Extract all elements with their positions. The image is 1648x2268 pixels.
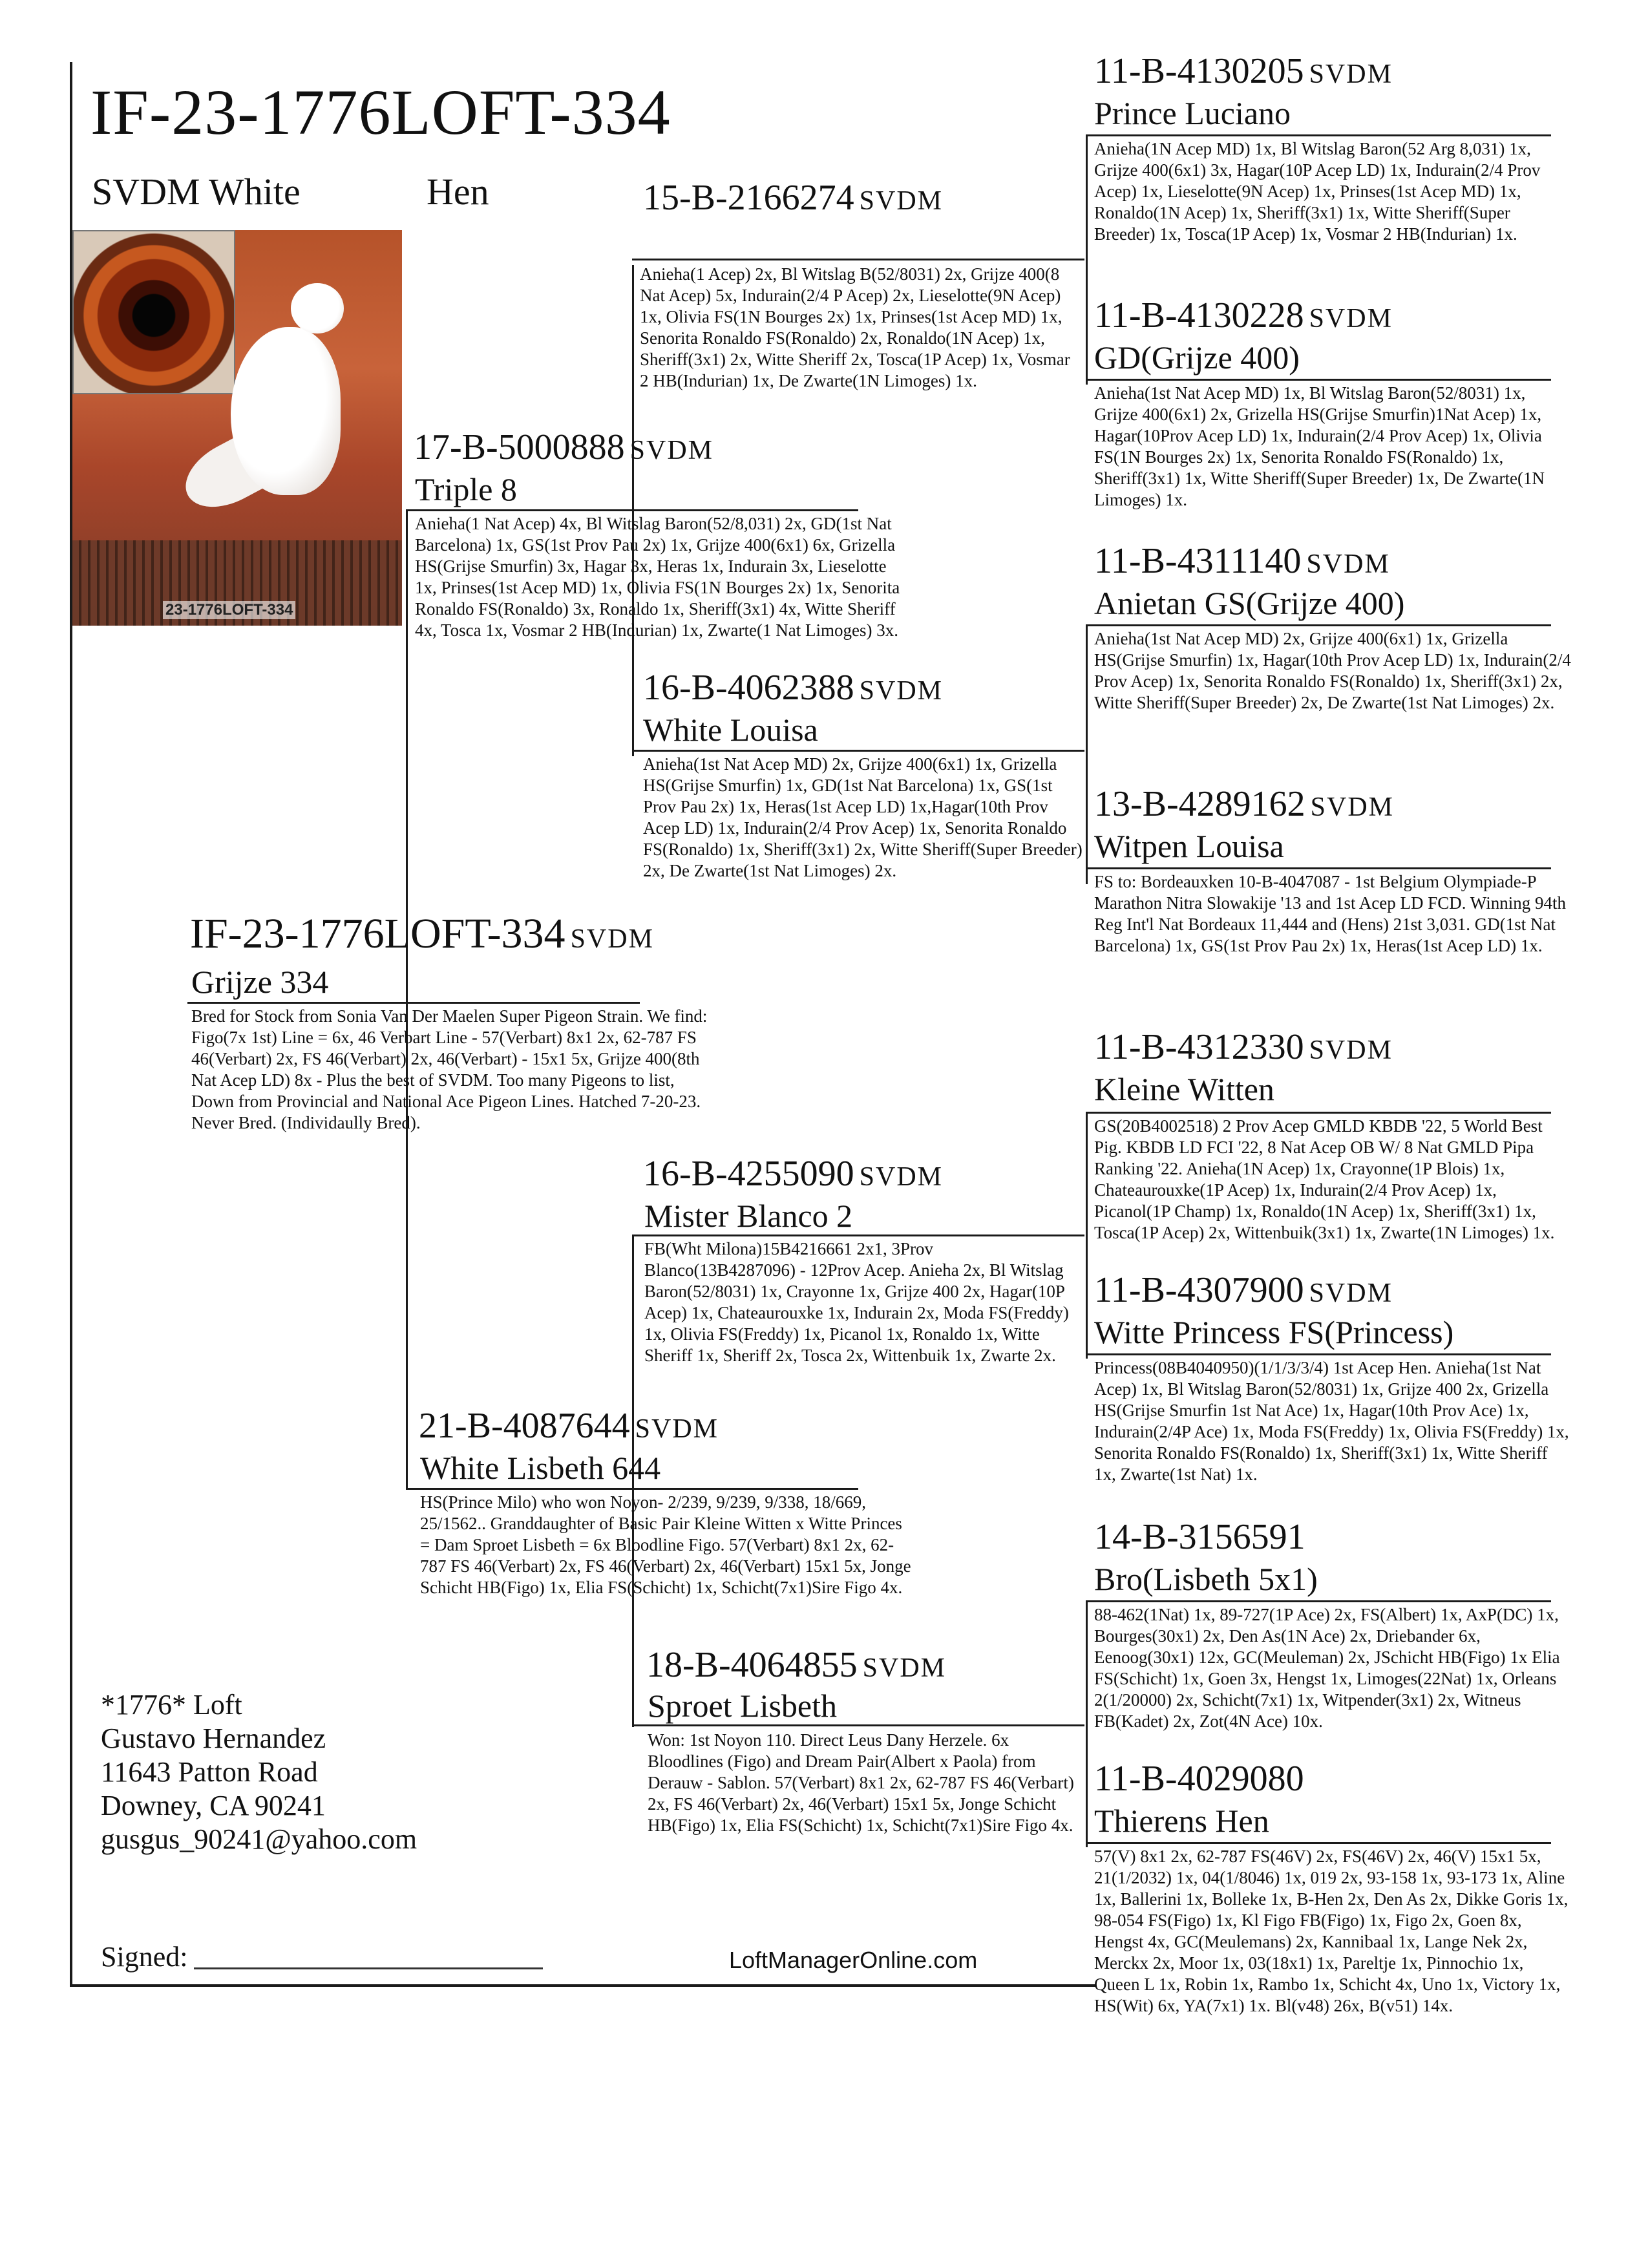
photo-band-label: 23-1776LOFT-334 [163, 601, 295, 619]
ds-name: Mister Blanco 2 [644, 1198, 853, 1234]
dam-name: White Lisbeth 644 [420, 1450, 661, 1486]
sds-ring-number: 11-B-4311140 [1094, 541, 1302, 581]
footer-brand: LoftManagerOnline.com [729, 1947, 978, 1973]
subject-notes: Bred for Stock from Sonia Van Der Maelen Super Pigeon Strain. We find: Figo(7x 1st) Line = 6x, 46 Verbart Line - 57(Verbart) 8x1 2x, 62-787 FS 46(Verbart) 2x, FS 46(Verbart) 2x, 46(Verbart) - 15x1 5x, Grijze 400(8th Nat Acep LD) 8x - Plus the best of SVDM. Too many Pigeons to list, Down from Provincial and National Ace Pigeon Lines. Hatched 7-20-23. Never Bred. (Individaully Bred). [191, 1006, 708, 1132]
dds-underline [1086, 1600, 1551, 1602]
ds-notes: FB(Wht Milona)15B4216661 2x1, 3Prov Blanco(13B4287096) - 12Prov Acep. Anieha 2x, Bl Witslag Baron(52/8031) 1x, Crayonne 1x, Grijze 400 2x, Hagar(10P Acep) 1x, Chateaurouxke 1x, Indurain 2x, Moda FS(Freddy) 1x, Olivia FS(Freddy) 1x, Picanol 1x, Ronaldo 1x, Witte Sheriff 1x, Sheriff 2x, Tosca 2x, Wittenbuik 1x, Zwarte 2x. [644, 1239, 1069, 1365]
dd-notes: Won: 1st Noyon 110. Direct Leus Dany Herzele. 6x Bloodlines (Figo) and Dream Pair(Albert x Paola) from Derauw - Sablon. 57(Verbart) 8x1 2x, 62-787 FS 46(Verbart) 2x, FS 46(Verbart) 2x, 46(Verbart) 15x1 5x, Jonge Schicht HB(Figo) 1x, Elia FS(Schicht) 1x, Schicht(7x1)Sire Figo 4x. [648, 1730, 1074, 1835]
ds-underline [632, 1235, 1084, 1236]
dsd-name: Witte Princess FS(Princess) [1094, 1314, 1454, 1350]
ddd-name: Thierens Hen [1094, 1803, 1269, 1839]
sss-ring-suffix: SVDM [1309, 59, 1393, 89]
ss-notes: Anieha(1 Acep) 2x, Bl Witslag B(52/8031) 2x, Grijze 400(8 Nat Acep) 5x, Indurain(2/4 P Acep) 2x, Lieselotte(9N Acep) 1x, Olivia FS(1N Bourges 2x) 1x, Prinses(1st Acep MD) 1x, Senorita Ronaldo FS(Ronaldo) 2x, Ronaldo(1N Acep) 1x, Sheriff(3x1) 2x, Witte Sheriff 2x, Tosca(1P Acep) 1x, Vosmar 2 HB(Indurian) 1x, De Zwarte(1N Limoges) 1x. [640, 264, 1070, 390]
breeder-name: Gustavo Hernandez [101, 1722, 326, 1754]
sire-ring-number: 17-B-5000888 [414, 427, 625, 467]
header-sex: Hen [427, 171, 489, 213]
dss-underline [1086, 1112, 1551, 1114]
dss-notes: GS(20B4002518) 2 Prov Acep GMLD KBDB '22, 5 World Best Pig. KBDB LD FCI '22, 8 Nat Acep OB W/ 8 Nat GMLD Pipa Ranking '22. Anieha(1N Acep) 1x, Crayonne(1P Blois) 1x, Chateaurouxke(1P Acep) 1x, Indurain(2/4 Prov Acep) 1x, Picanol(1P Champ) 1x, Ronaldo(1N Acep) 1x, Sheriff(3x1) 1x, Tosca(1P Acep) 2x, Wittenbuik(3x1) 1x, Zwarte(1N Limoges) 1x. [1094, 1116, 1555, 1242]
ss-ring-suffix: SVDM [859, 186, 944, 216]
subject-ring-suffix: SVDM [570, 924, 654, 954]
sss-notes: Anieha(1N Acep MD) 1x, Bl Witslag Baron(52 Arg 8,031) 1x, Grijze 400(6x1) 3x, Hagar(10P Acep LD) 1x, Indurain(2/4 Prov Acep) 1x, Lieselotte(9N Acep) 1x, Prinses(1st Acep MD) 1x, Ronaldo(1N Acep) 1x, Sheriff(3x1) 1x, Witte Sheriff(Super Breeder) 1x, Tosca(1P Acep) 1x, Vosmar 2 HB(Indurian) 1x. [1094, 139, 1541, 244]
bird-head-shape [291, 283, 344, 334]
sdd-ring-number: 13-B-4289162 [1094, 784, 1305, 824]
sds-name: Anietan GS(Grijze 400) [1094, 585, 1405, 621]
sire-ring [414, 429, 713, 465]
dd-ring-suffix: SVDM [862, 1653, 947, 1683]
dds-name: Bro(Lisbeth 5x1) [1094, 1561, 1318, 1597]
ssd-underline [1086, 379, 1551, 381]
connector-subject-vertical [406, 511, 408, 1490]
sds-underline [1086, 624, 1551, 626]
dds-ring [1094, 1519, 1305, 1555]
connector-sd-vertical [1086, 626, 1088, 884]
dam-ring [419, 1408, 719, 1444]
dsd-ring-suffix: SVDM [1309, 1278, 1393, 1308]
sire-notes: Anieha(1 Nat Acep) 4x, Bl Witslag Baron(52/8,031) 2x, GD(1st Nat Barcelona) 1x, GS(1st Prov Pau 2x) 1x, Grijze 400(6x1) 6x, Grizella HS(Grijse Smurfin) 3x, Hagar 3x, Heras 1x, Indurain 3x, Lieselotte 1x, Prinses(1st Acep MD) 1x, Olivia FS(1N Bourges 2x) 1x, Senorita Ronaldo FS(Ronaldo) 3x, Ronaldo 1x, Sheriff(3x1) 4x, Witte Sheriff 4x, Tosca 1x, Vosmar 2 HB(Indurian) 1x, Zwarte(1 Nat Limoges) 3x. [415, 514, 900, 640]
sds-ring [1094, 543, 1390, 579]
sd-ring [643, 670, 943, 706]
ddd-notes: 57(V) 8x1 2x, 62-787 FS(46V) 2x, FS(46V) 2x, 46(V) 15x1 5x, 21(1/2032) 1x, 04(1/8046) 1x, 019 2x, 93-158 1x, 93-173 1x, Aline 1x, Ballerini 1x, Bolleke 1x, B-Hen 2x, Den As 2x, Dikke Goris 1x, 98-054 FS(Figo) 1x, Kl Figo FB(Figo) 1x, Figo 2x, Goen 8x, Hengst 4x, GC(Meulemans) 2x, Kannibaal 1x, Lange Nek 2x, Merckx 2x, Moor 1x, 03(18x1) 1x, Pareltje 1x, Pinnochio 1x, Queen L 1x, Robin 1x, Rambo 1x, Schicht 4x, Uno 1x, Victory 1x, HS(Wit) 6x, YA(7x1) 1x. Bl(v48) 26x, B(v51) 14x. [1094, 1847, 1569, 2015]
subject-underline [187, 1002, 640, 1004]
pigeon-photo [72, 230, 402, 626]
subject-name: Grijze 334 [191, 964, 329, 1000]
dds-notes: 88-462(1Nat) 1x, 89-727(1P Ace) 2x, FS(Albert) 1x, AxP(DC) 1x, Bourges(30x1) 2x, Den As(1N Ace) 2x, Driebander 6x, Eenoog(30x1) 12x, GC(Meuleman) 2x, JSchicht HB(Figo) 1x Elia FS(Schicht) 1x, Goen 3x, Hengst 1x, Limoges(22Nat) 1x, Orleans 2(1/20000) 2x, Schicht(7x1) 1x, Witpender(3x1) 2x, Witneus FB(Kadet) 2x, Zot(4N Ace) 10x. [1094, 1605, 1560, 1731]
connector-ss-vertical [1086, 136, 1088, 385]
dsd-notes: Princess(08B4040950)(1/1/3/3/4) 1st Acep Hen. Anieha(1st Nat Acep) 1x, Bl Witslag Baron(52/8031) 1x, Grijze 400 2x, Grizella HS(Grijse Smurfin 1st Nat Ace) 1x, Hagar(10th Prov Ace) 1x, Indurain(2/4P Ace) 1x, Moda FS(Freddy) 1x, Olivia FS(Freddy) 1x, Senorita Ronaldo FS(Ronaldo) 1x, Sheriff(3x1) 1x, Witte Sheriff 1x, Zwarte(1st Nat) 1x. [1094, 1358, 1569, 1484]
sds-ring-suffix: SVDM [1306, 549, 1390, 579]
sdd-ring [1094, 786, 1394, 822]
sire-ring-suffix: SVDM [629, 436, 714, 465]
dd-underline [632, 1724, 1084, 1726]
ss-ring [643, 180, 943, 216]
dss-ring-number: 11-B-4312330 [1094, 1027, 1304, 1067]
signature-line[interactable] [194, 1967, 543, 1969]
sd-underline [632, 750, 1084, 752]
connector-ds-vertical [1086, 1113, 1088, 1359]
bird-body-shape [231, 327, 341, 495]
ddd-underline [1086, 1842, 1551, 1844]
sdd-underline [1086, 867, 1551, 869]
subject-ring-number: IF-23-1776LOFT-334 [190, 910, 565, 957]
dsd-underline [1086, 1353, 1551, 1355]
eye-photo [72, 230, 235, 394]
ds-ring-suffix: SVDM [859, 1162, 944, 1192]
dss-name: Kleine Witten [1094, 1071, 1274, 1107]
sd-name: White Louisa [643, 712, 818, 748]
dam-ring-number: 21-B-4087644 [419, 1406, 630, 1446]
ddd-ring-number: 11-B-4029080 [1094, 1759, 1304, 1799]
sdd-name: Witpen Louisa [1094, 828, 1284, 864]
ddd-ring [1094, 1761, 1304, 1797]
breeder-street: 11643 Patton Road [101, 1756, 318, 1788]
sdd-ring-suffix: SVDM [1310, 792, 1395, 822]
ss-ring-number: 15-B-2166274 [643, 178, 854, 218]
dds-ring-number: 14-B-3156591 [1094, 1517, 1305, 1557]
dss-ring [1094, 1029, 1393, 1065]
connector-sire-vertical [632, 265, 634, 756]
ssd-ring [1094, 297, 1393, 334]
dam-ring-suffix: SVDM [635, 1414, 719, 1444]
subject-ring [190, 910, 654, 957]
header-strain: SVDM White [92, 171, 301, 213]
ss-topline [632, 259, 1084, 260]
sd-ring-suffix: SVDM [859, 676, 944, 706]
dd-ring-number: 18-B-4064855 [646, 1645, 858, 1685]
ds-ring [643, 1156, 943, 1192]
signed-label: Signed: [101, 1941, 188, 1973]
dsd-ring [1094, 1272, 1393, 1308]
sdd-notes: FS to: Bordeauxken 10-B-4047087 - 1st Belgium Olympiade-P Marathon Nitra Slowakije '13 and 1st Acep LD FCD. Winning 94th Reg Int'l Nat Bordeaux 11,444 and (Hens) 21st 3,031. GD(1st Nat Barcelona) 1x, GS(1st Prov Pau 2x) 1x, Heras(1st Acep LD) 1x. [1094, 872, 1566, 955]
sss-ring-number: 11-B-4130205 [1094, 51, 1304, 91]
sss-ring [1094, 53, 1393, 89]
sss-underline [1086, 134, 1551, 136]
page-title: IF-23-1776LOFT-334 [90, 76, 671, 148]
ssd-ring-number: 11-B-4130228 [1094, 295, 1304, 335]
ssd-notes: Anieha(1st Nat Acep MD) 1x, Bl Witslag Baron(52/8031) 1x, Grijze 400(6x1) 2x, Grizella HS(Grijse Smurfin)1Nat Acep) 1x, Hagar(10Prov Acep LD) 1x, Indurain(2/4 Prov Acep) 1x, Olivia FS(1N Bourges 2x) 1x, Senorita Ronaldo FS(Ronaldo) 1x, Sheriff(3x1) 1x, Witte Sheriff(Super Breeder) 1x, De Zwarte(1N Limoges) 1x. [1094, 383, 1545, 509]
ssd-ring-suffix: SVDM [1309, 304, 1393, 334]
ds-ring-number: 16-B-4255090 [643, 1154, 854, 1194]
dss-ring-suffix: SVDM [1309, 1035, 1393, 1065]
ssd-name: GD(Grijze 400) [1094, 339, 1300, 376]
sd-ring-number: 16-B-4062388 [643, 668, 854, 708]
breeder-city: Downey, CA 90241 [101, 1790, 326, 1821]
dam-notes: HS(Prince Milo) who won Noyon- 2/239, 9/239, 9/338, 18/669, 25/1562.. Granddaughter of Basic Pair Kleine Witten x Witte Princes = Dam Sproet Lisbeth = 6x Bloodline Figo. 57(Verbart) 8x1 2x, 62-787 FS 46(Verbart) 2x, FS 46(Verbart) 2x, 46(Verbart) 15x1 5x, Jonge Schicht HB(Figo) 1x, Elia FS(Schicht) 1x, Schicht(7x1)Sire Figo 4x. [420, 1492, 911, 1597]
dd-ring [646, 1647, 946, 1683]
breeder-email: gusgus_90241@yahoo.com [101, 1823, 417, 1855]
frame-bottom-line [70, 1984, 1096, 1987]
sire-name: Triple 8 [415, 471, 517, 507]
breeder-loft: *1776* Loft [101, 1689, 242, 1721]
sds-notes: Anieha(1st Nat Acep MD) 2x, Grijze 400(6x1) 1x, Grizella HS(Grijse Smurfin) 1x, Hagar(10th Prov Acep LD) 1x, Indurain(2/4 Prov Acep) 1x, Senorita Ronaldo FS(Ronaldo) 1x, Sheriff(3x1) 2x, Witte Sheriff(Super Breeder) 2x, De Zwarte(1st Nat Limoges) 2x. [1094, 629, 1571, 712]
sd-notes: Anieha(1st Nat Acep MD) 2x, Grijze 400(6x1) 1x, Grizella HS(Grijse Smurfin) 1x, GD(1st Nat Barcelona) 1x, GS(1st Prov Pau 2x) 1x, Heras(1st Acep LD) 1x,Hagar(10th Prov Acep LD) 1x, Indurain(2/4 Prov Acep) 1x, Senorita Ronaldo FS(Ronaldo) 1x, Sheriff(3x1) 2x, Witte Sheriff(Super Breeder) 2x, De Zwarte(1st Nat Limoges) 2x. [643, 754, 1083, 880]
sss-name: Prince Luciano [1094, 95, 1291, 131]
dsd-ring-number: 11-B-4307900 [1094, 1270, 1304, 1310]
dd-name: Sproet Lisbeth [648, 1688, 838, 1724]
